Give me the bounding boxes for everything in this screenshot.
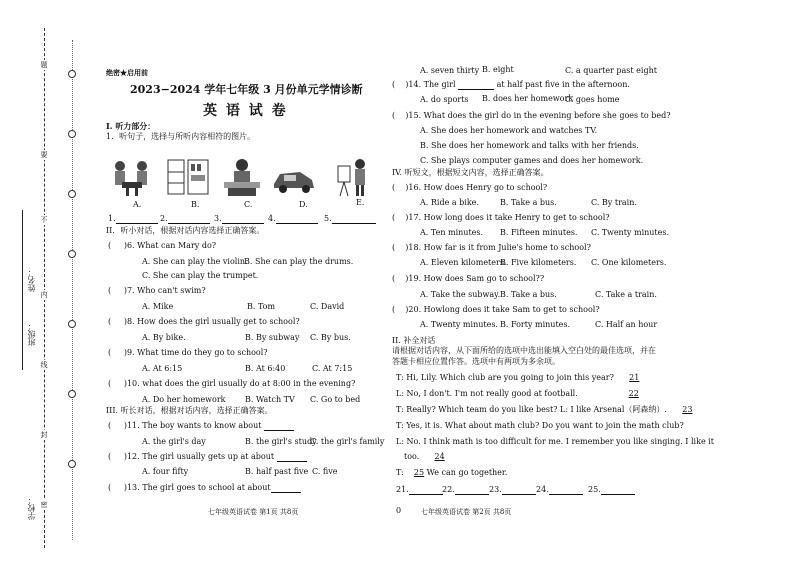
- seal-char: 封: [38, 430, 50, 440]
- q8-option-a: A. By bike.: [142, 333, 186, 342]
- dialogue-answer-25[interactable]: 25.: [588, 485, 635, 495]
- section4-instruction: IV. 听短文，根据短文内容，选择正确答案。: [392, 168, 549, 177]
- q15-option-b: B. She does her homework and talks with her friends.: [420, 141, 639, 150]
- q17-option-a: A. Ten minutes.: [420, 228, 484, 237]
- q20-option-a: A. Twenty minutes.: [420, 320, 498, 329]
- q18-stem: ( )18. How far is it from Julie's home to school?: [392, 243, 591, 252]
- dialogue-answer-22[interactable]: 22.: [442, 485, 489, 495]
- q17-option-c: C. Twenty minutes.: [591, 228, 670, 237]
- dialogue-instruction-2: 答题卡相应位置作答。选项中有两项为多余项。: [392, 357, 560, 366]
- q17-option-b: B. Fifteen minutes.: [500, 228, 578, 237]
- answer-blank-1[interactable]: 1.: [108, 214, 158, 224]
- q14-option-a: A. do sports: [420, 95, 469, 104]
- seal-circle: [68, 130, 76, 138]
- dialogue-answer-24[interactable]: 24.: [536, 485, 583, 495]
- q19-option-c: C. Take a train.: [595, 290, 657, 299]
- binding-dashed-line: [44, 28, 45, 548]
- q10-stem: ( )10. what does the girl usually do at 8:00 in the evening?: [108, 379, 356, 388]
- q12-option-c: C. five: [312, 467, 338, 476]
- dialogue-heading: II. 补全对话: [392, 336, 436, 345]
- q12-option-a: A. four fifty: [142, 467, 189, 476]
- q11-option-c: C. the girl's family: [310, 437, 385, 446]
- secret-label: 绝密★启用前: [106, 68, 148, 77]
- q16-option-a: A. Ride a bike.: [420, 198, 479, 207]
- q7-option-c: C. David: [310, 302, 345, 311]
- seal-circle: [68, 320, 76, 328]
- q20-option-c: C. Half an hour: [595, 320, 658, 329]
- q19-stem: ( )19. How does Sam go to school??: [392, 274, 545, 283]
- picture-label: C.: [244, 200, 253, 209]
- dialogue-line-3: T: Really? Which team do you like best? L: I like Arsenal（阿森纳）. 23: [396, 405, 693, 414]
- q13-option-b: B. eight: [482, 65, 514, 74]
- q14-stem: ( )14. The girl at half past five in the afternoon.: [392, 80, 630, 89]
- q13-option-a: A. seven thirty: [420, 66, 480, 75]
- q19-option-a: A. Take the subway.: [420, 290, 501, 299]
- q10-option-c: C. Go to bed: [310, 395, 361, 404]
- q8-option-b: B. By subway: [245, 333, 300, 342]
- answer-blank-4[interactable]: 4.: [268, 214, 318, 224]
- seal-circle: [68, 460, 76, 468]
- q10-option-b: B. Watch TV: [245, 395, 295, 404]
- q6-option-a: A. She can play the violin.: [142, 257, 248, 266]
- q9-option-b: B. At 6:40: [245, 364, 286, 373]
- seal-char: 线: [38, 360, 50, 370]
- footer-mid: 0: [396, 506, 402, 515]
- q17-stem: ( )17. How long does it take Henry to get to school?: [392, 213, 610, 222]
- q18-option-a: A. Eleven kilometers.: [420, 258, 507, 267]
- dialogue-instruction-1: 请根据对话内容，从下面所给的选项中选出能填入空白处的最佳选项，并在: [392, 346, 656, 355]
- q14-option-c: C. goes home: [565, 95, 620, 104]
- q20-option-b: B. Forty minutes.: [500, 320, 571, 329]
- picture-a-kids-chess: [108, 156, 156, 198]
- picture-c-reading: [218, 156, 266, 198]
- seal-circle: [68, 190, 76, 198]
- picture-label: B.: [191, 200, 200, 209]
- dialogue-answer-23[interactable]: 23.: [489, 485, 536, 495]
- q12-stem: ( )12. The girl usually gets up at about: [108, 452, 307, 462]
- dialogue-line-1: T: Hi, Lily. Which club are you going to join this year? 21: [396, 373, 640, 382]
- seal-circle: [68, 70, 76, 78]
- seal-char: 密: [38, 500, 50, 510]
- q15-stem: ( )15. What does the girl do in the evening before she goes to bed?: [392, 111, 671, 120]
- q16-option-c: C. By train.: [591, 198, 637, 207]
- q8-option-c: C. By bus.: [310, 333, 351, 342]
- dialogue-answer-21[interactable]: 21.: [396, 485, 443, 495]
- q7-stem: ( )7. Who can't swim?: [108, 286, 206, 295]
- picture-label: A.: [133, 200, 142, 209]
- q20-stem: ( )20. Howlong does it take Sam to get to school?: [392, 305, 600, 314]
- q19-option-b: B. Take a bus.: [500, 290, 557, 299]
- dialogue-line-4: T: Yes, it is. What about math club? Do you want to join the math club?: [396, 421, 684, 430]
- q13-stem: ( )13. The girl goes to school at about: [108, 483, 301, 493]
- picture-b-shelves: [164, 156, 212, 198]
- dialogue-line-6: too. 24: [404, 452, 445, 461]
- q11-stem: ( )11. The boy wants to know about: [108, 421, 294, 431]
- q11-option-b: B. the girl's study: [245, 437, 317, 446]
- listening-heading: I. 听力部分：: [106, 121, 156, 131]
- section3-instruction: III. 听长对话，根据对话内容，选择正确答案。: [106, 406, 273, 415]
- picture-d-car: [270, 156, 318, 198]
- section1-instruction: 1．听句子，选择与所听内容相符的图片。: [106, 132, 256, 141]
- school-label: 学校：: [27, 496, 36, 520]
- q18-option-b: B. Five kilometers.: [500, 258, 577, 267]
- q7-option-a: A. Mike: [142, 302, 174, 311]
- seal-char: 要: [38, 150, 50, 160]
- q12-option-b: B. half past five: [245, 467, 309, 476]
- q9-option-a: A. At 6:15: [142, 364, 183, 373]
- dialogue-line-7: T: 25 We can go together.: [396, 468, 508, 477]
- answer-blank-5[interactable]: 5.: [324, 214, 376, 224]
- dialogue-line-2: L: No, I don't. I'm not really good at football. 22: [396, 389, 639, 398]
- dialogue-line-5: L: No. I think math is too difficult for me. I remember you like singing. I like it: [396, 437, 715, 446]
- seal-circle: [68, 250, 76, 258]
- q11-option-a: A. the girl's day: [142, 437, 206, 446]
- seal-char: 题: [38, 60, 50, 70]
- q9-stem: ( )9. What time do they go to school?: [108, 348, 268, 357]
- picture-label: E.: [356, 198, 365, 207]
- exam-title: 2023−2024 学年七年级 3 月份单元学情诊断: [130, 83, 363, 96]
- name-label: 姓名：: [27, 268, 36, 292]
- student-info-line: [22, 210, 23, 370]
- q13-option-c: C. a quarter past eight: [565, 66, 657, 75]
- picture-e-painter: [330, 156, 378, 198]
- q16-option-b: B. Take a bus.: [500, 198, 557, 207]
- q8-stem: ( )8. How does the girl usually get to school?: [108, 317, 300, 326]
- seal-char: 内: [38, 290, 50, 300]
- q6-stem: ( )6. What can Mary do?: [108, 241, 217, 250]
- exam-subtitle: 英 语 试 卷: [203, 103, 288, 119]
- seal-char: 不: [38, 215, 50, 225]
- q7-option-b: B. Tom: [247, 302, 276, 311]
- answer-blank-2[interactable]: 2.: [160, 214, 210, 224]
- q16-stem: ( )16. How does Henry go to school?: [392, 183, 548, 192]
- footer-left: 七年级英语试卷 第1页 共8页: [208, 508, 299, 516]
- seal-circle: [68, 390, 76, 398]
- picture-label: D.: [299, 200, 308, 209]
- q10-option-a: A. Do her homework: [142, 395, 226, 404]
- q15-option-c: C. She plays computer games and does her homework.: [420, 156, 644, 165]
- footer-right: 七年级英语试卷 第2页 共8页: [421, 508, 512, 516]
- q6-option-c: C. She can play the trumpet.: [142, 271, 259, 280]
- q9-option-c: C. At 7:15: [312, 364, 353, 373]
- answer-blank-3[interactable]: 3.: [214, 214, 264, 224]
- section2-instruction: II．听小对话，根据对话内容选择正确答案。: [106, 226, 265, 235]
- q15-option-a: A. She does her homework and watches TV.: [420, 126, 598, 135]
- class-label: 班级：: [27, 322, 36, 346]
- q6-option-b: B. She can play the drums.: [244, 257, 354, 266]
- q18-option-c: C. One kilometers.: [591, 258, 667, 267]
- q14-option-b: B. does her homework: [482, 94, 574, 103]
